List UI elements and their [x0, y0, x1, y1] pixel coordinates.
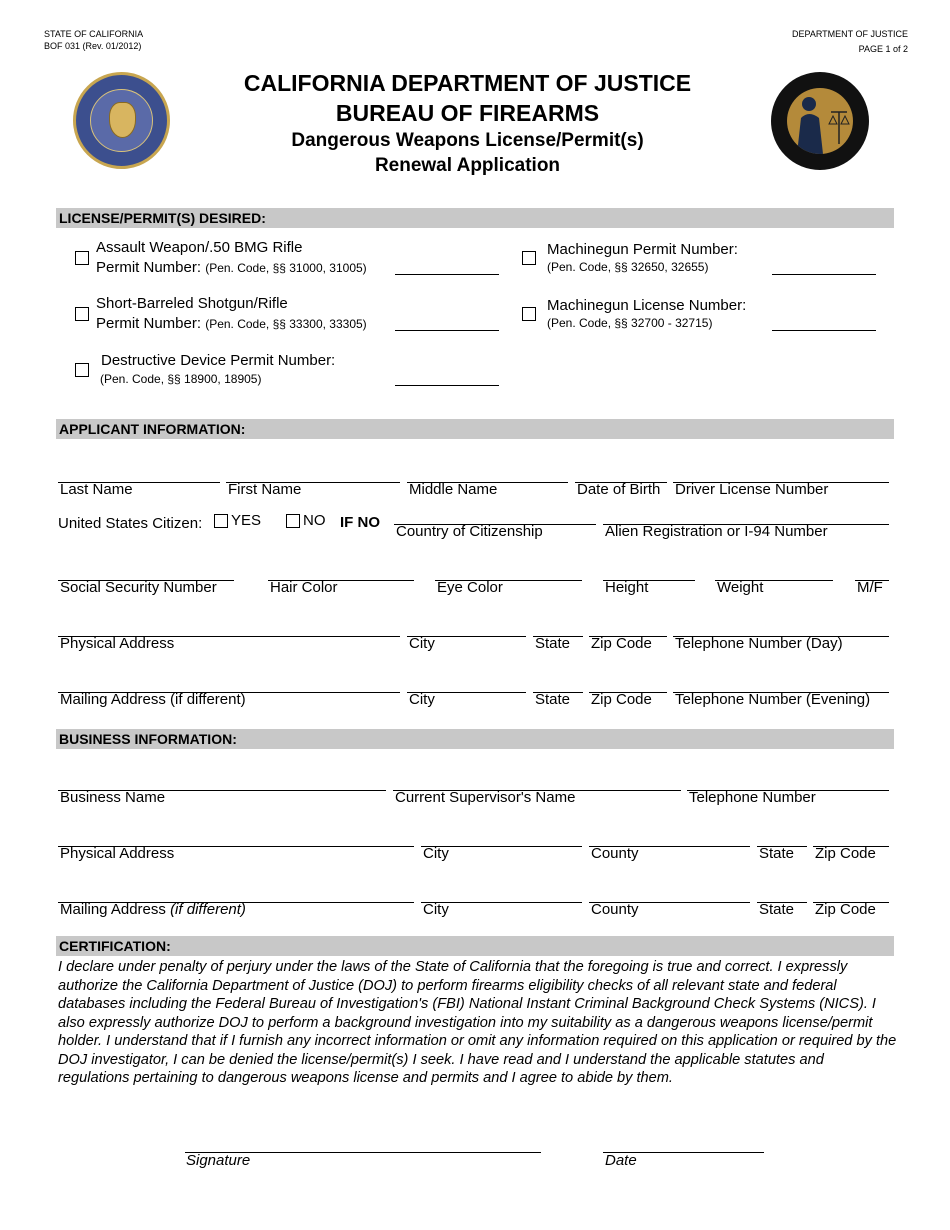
- applicant-section-heading: APPLICANT INFORMATION:: [56, 419, 894, 439]
- hair-label: Hair Color: [270, 579, 338, 596]
- sbs-checkbox[interactable]: [75, 307, 89, 321]
- bureau-title: BUREAU OF FIREARMS: [335, 100, 600, 126]
- sbs-permit-label: [96, 315, 367, 332]
- business-address-label: Physical Address: [60, 845, 175, 862]
- assault-permit-number-field[interactable]: [395, 274, 499, 275]
- sbs-permit-number-field[interactable]: [395, 330, 499, 331]
- eye-label: Eye Color: [437, 579, 503, 596]
- dd-permit-number-field[interactable]: [395, 385, 499, 386]
- subtitle-2: Renewal Application: [374, 155, 561, 176]
- citizen-yes-label: YES: [231, 512, 262, 529]
- mg-license-label: Machinegun License Number:: [547, 297, 747, 314]
- alien-reg-label: Alien Registration or I-94 Number: [605, 523, 828, 540]
- page-number: PAGE 1 of 2: [858, 44, 908, 54]
- mail-city-label: City: [409, 691, 435, 708]
- assault-weapon-checkbox[interactable]: [75, 251, 89, 265]
- state-label: STATE OF CALIFORNIA: [44, 29, 144, 39]
- business-mail-county-label: County: [591, 901, 639, 918]
- lady-justice-icon: [787, 88, 853, 154]
- form-id: BOF 031 (Rev. 01/2012): [44, 41, 142, 51]
- height-label: Height: [605, 579, 649, 596]
- citizen-no-label: NO: [303, 512, 326, 529]
- last-name-label: Last Name: [60, 481, 133, 498]
- page-title: CALIFORNIA DEPARTMENT OF JUSTICE: [243, 70, 692, 96]
- city-label: City: [409, 635, 435, 652]
- country-label: Country of Citizenship: [396, 523, 543, 540]
- middle-name-label: Middle Name: [409, 481, 498, 498]
- business-state-label: State: [759, 845, 795, 862]
- license-section-heading: LICENSE/PERMIT(S) DESIRED:: [56, 208, 894, 228]
- business-mail-note: (if different): [170, 901, 246, 918]
- mg-license-checkbox[interactable]: [522, 307, 536, 321]
- mg-permit-pen-code: (Pen. Code, §§ 32650, 32655): [547, 260, 709, 274]
- business-tel-label: Telephone Number: [689, 789, 816, 806]
- business-zip-label: Zip Code: [815, 845, 876, 862]
- citizen-label: United States Citizen:: [58, 515, 203, 532]
- bureau-seal-logo: [73, 72, 170, 169]
- sbs-permit-text: Permit Number:: [96, 315, 202, 332]
- physical-address-label: Physical Address: [60, 635, 175, 652]
- tel-evening-label: Telephone Number (Evening): [675, 691, 871, 708]
- seal-inner: [787, 88, 853, 154]
- mailing-address-label: Mailing Address (if different): [60, 691, 246, 708]
- dd-pen-code: (Pen. Code, §§ 18900, 18905): [100, 372, 262, 386]
- zip-label: Zip Code: [591, 635, 652, 652]
- ssn-label: Social Security Number: [60, 579, 217, 596]
- mg-license-pen-code: (Pen. Code, §§ 32700 - 32715): [547, 316, 713, 330]
- business-mail-text: Mailing Address: [60, 901, 166, 918]
- seal-inner: [90, 89, 153, 152]
- supervisor-label: Current Supervisor's Name: [395, 789, 576, 806]
- mg-license-number-field[interactable]: [772, 330, 876, 331]
- business-city-label: City: [423, 845, 449, 862]
- mg-permit-number-field[interactable]: [772, 274, 876, 275]
- destructive-device-checkbox[interactable]: [75, 363, 89, 377]
- business-county-label: County: [591, 845, 639, 862]
- sbs-pen-code: (Pen. Code, §§ 33300, 33305): [205, 317, 367, 331]
- business-name-label: Business Name: [60, 789, 166, 806]
- date-label: Date: [605, 1152, 637, 1169]
- business-section-heading: BUSINESS INFORMATION:: [56, 729, 894, 749]
- mail-state-label: State: [535, 691, 571, 708]
- citizen-yes-checkbox[interactable]: [214, 514, 228, 528]
- assault-weapon-label: Assault Weapon/.50 BMG Rifle: [96, 239, 303, 256]
- dept-label: DEPARTMENT OF JUSTICE: [791, 29, 908, 39]
- certification-heading: CERTIFICATION:: [56, 936, 894, 956]
- subtitle-1: Dangerous Weapons License/Permit(s): [291, 130, 644, 151]
- business-mail-zip-label: Zip Code: [815, 901, 876, 918]
- business-mail-city-label: City: [423, 901, 449, 918]
- assault-permit-label: [96, 259, 367, 276]
- badge-icon: [109, 102, 136, 138]
- weight-label: Weight: [717, 579, 764, 596]
- assault-permit-text: Permit Number:: [96, 259, 202, 276]
- first-name-label: First Name: [228, 481, 302, 498]
- sex-label: M/F: [857, 579, 883, 596]
- mg-permit-checkbox[interactable]: [522, 251, 536, 265]
- business-mail-label: [60, 901, 246, 918]
- business-mail-state-label: State: [759, 901, 795, 918]
- driver-license-label: Driver License Number: [675, 481, 829, 498]
- dob-label: Date of Birth: [577, 481, 661, 498]
- signature-label: Signature: [186, 1152, 251, 1169]
- mg-permit-label: Machinegun Permit Number:: [547, 241, 738, 258]
- sbs-label: Short-Barreled Shotgun/Rifle: [96, 295, 288, 312]
- if-no-label: IF NO: [340, 514, 380, 531]
- citizen-no-checkbox[interactable]: [286, 514, 300, 528]
- mail-zip-label: Zip Code: [591, 691, 652, 708]
- assault-pen-code: (Pen. Code, §§ 31000, 31005): [205, 261, 367, 275]
- attorney-general-seal-logo: [771, 72, 869, 170]
- state-label: State: [535, 635, 571, 652]
- destructive-device-label: Destructive Device Permit Number:: [101, 352, 336, 369]
- certification-text: I declare under penalty of perjury under the laws of the State of California that the foregoing is true and correct. I expressly authorize the California Department of Justice (DOJ) to perform firearms eligibility checks of all relevant state and federal databases including the Federal Bureau of Investigation's (FBI) National Instant Criminal Background Check Systems (NICS). I also expressly authorize DOJ to perform a background investigation into my suitability as a dangerous weapons license/permit holder. I understand that if I furnish any incorrect information or omit any information required on this application or required by the DOJ investigator, I can be denied the license/permit(s) I seek. I have read and I understand the applicable statutes and regulations pertaining to dangerous weapons license and permits and I agree to abide by them.: [58, 959, 897, 1086]
- tel-day-label: Telephone Number (Day): [675, 635, 843, 652]
